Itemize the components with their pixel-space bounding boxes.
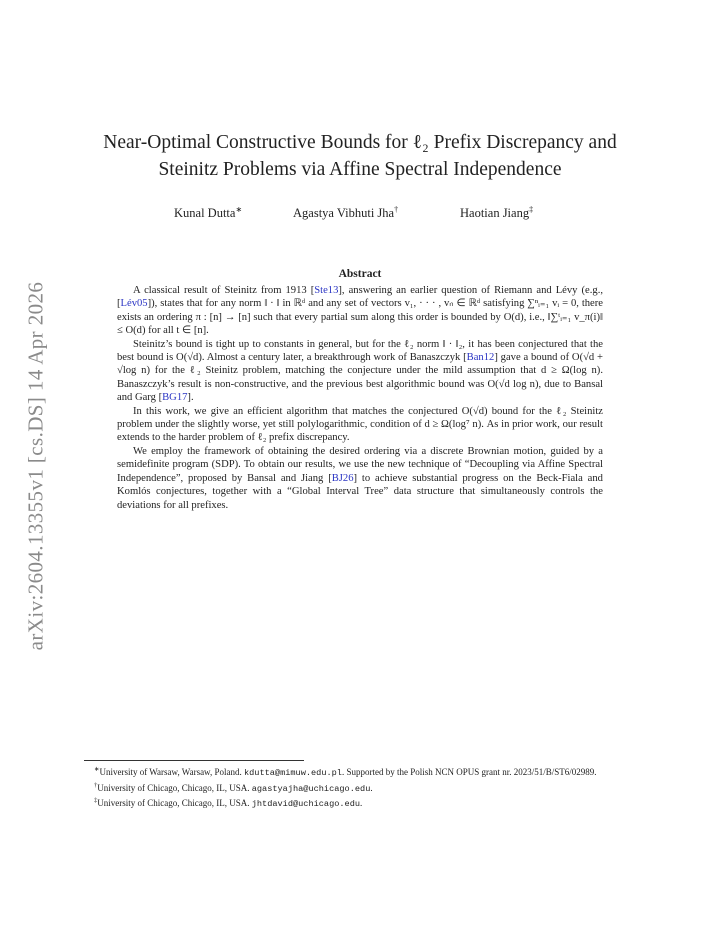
author-agastya-jha: Agastya Vibhuti Jha†: [293, 205, 399, 221]
footnote-separator: [84, 760, 304, 761]
paper-title: [60, 129, 660, 183]
author-kunal-dutta: Kunal Dutta∗: [174, 205, 243, 221]
email-link[interactable]: kdutta@mimuw.edu.pl: [243, 768, 342, 778]
author-footnote-mark: ‡: [529, 205, 534, 214]
arxiv-identifier: arXiv:2604.13355v1 [cs.DS] 14 Apr 2026: [23, 281, 48, 651]
abstract-heading: Abstract: [338, 268, 382, 280]
email-link[interactable]: jhtdavid@uchicago.edu: [251, 799, 361, 810]
email-link[interactable]: agastyajha@uchicago.edu: [251, 783, 371, 794]
author-footnote-mark: ∗: [235, 205, 243, 214]
title-line-2: Steinitz Problems via Affine Spectral Independence: [158, 159, 562, 180]
citation-link-ste13[interactable]: Ste13: [314, 285, 339, 296]
abstract-paragraph-4: We employ the framework of obtaining the desired ordering via a discrete Brownian motion, guided by a semidefinite program (SDP). To obtain our results, we use the new technique of “Decoupling via Affine Spectral Independence”, proposed by Bansal and Jiang [BJ26] to achieve substantial progress on the Beck-Fiala and Komlós conjectures, together with a “Global Interval Tree” data structure that simultaneously controls the deviations for all prefixes.: [117, 445, 603, 511]
abstract-paragraph-3: In this work, we give an efficient algorithm that matches the conjectured O(√d) bound for the ℓ₂ Steinitz problem under the slightly worse, yet still polylogarithmic, condition of d ≥ Ω(log⁷ n). As in prior work, our result extends to the harder problem of ℓ₂ prefix discrepancy.: [117, 405, 603, 444]
abstract-paragraph-2: Steinitz’s bound is tight up to constants in general, but for the ℓ₂ norm ‖ · ‖₂, it has been conjectured that the best bound is O(√d). Almost a century later, a breakthrough work of Banaszczyk [Ban12] gave a bound of O(√d + √log n) for the ℓ₂ Steinitz problem, matching the conjecture under the mild assumption that d ≥ Ω(log n). Banaszczyk’s result is non-constructive, and the previous best algorithmic bound was O(√d log n), due to Bansal and Garg [BG17].: [117, 338, 603, 404]
citation-link-ban12[interactable]: Ban12: [466, 352, 495, 364]
footnote-item: ‡University of Chicago, Chicago, IL, USA. jhtdavid@uchicago.edu.: [94, 797, 363, 810]
title-line-1: Near-Optimal Constructive Bounds for ℓ₂ Prefix Discrepancy and: [103, 132, 617, 153]
author-footnote-mark: †: [394, 205, 399, 214]
footnote-item: ∗University of Warsaw, Warsaw, Poland. kdutta@mimuw.edu.pl. Supported by the Polish NCN OPUS grant nr. 2023/51/B/ST6/02989.: [94, 766, 597, 778]
citation-link-bg17[interactable]: BG17: [162, 392, 188, 404]
author-haotian-jiang: Haotian Jiang‡: [460, 205, 534, 221]
abstract-paragraph-1: A classical result of Steinitz from 1913 [Ste13], answering an earlier question of Riemann and Lévy (e.g., [Lév05]), states that for any norm ‖ · ‖ in ℝᵈ and any set of vectors v₁, · · · , vₙ ∈ ℝᵈ satisfying ∑ⁿᵢ₌₁ vᵢ = 0, there exists an ordering π : [n] → [n] such that every partial sum along this order is bounded by O(d), i.e., ‖∑ᵗᵢ₌₁ v_π(i)‖ ≤ O(d) for all t ∈ [n].: [117, 285, 603, 337]
abstract-body: [117, 284, 603, 512]
citation-link-lev05[interactable]: Lév05: [120, 298, 148, 310]
footnotes: [84, 764, 636, 811]
footnote-item: †University of Chicago, Chicago, IL, USA. agastyajha@uchicago.edu.: [94, 781, 373, 794]
citation-link-bj26[interactable]: BJ26: [331, 472, 354, 484]
